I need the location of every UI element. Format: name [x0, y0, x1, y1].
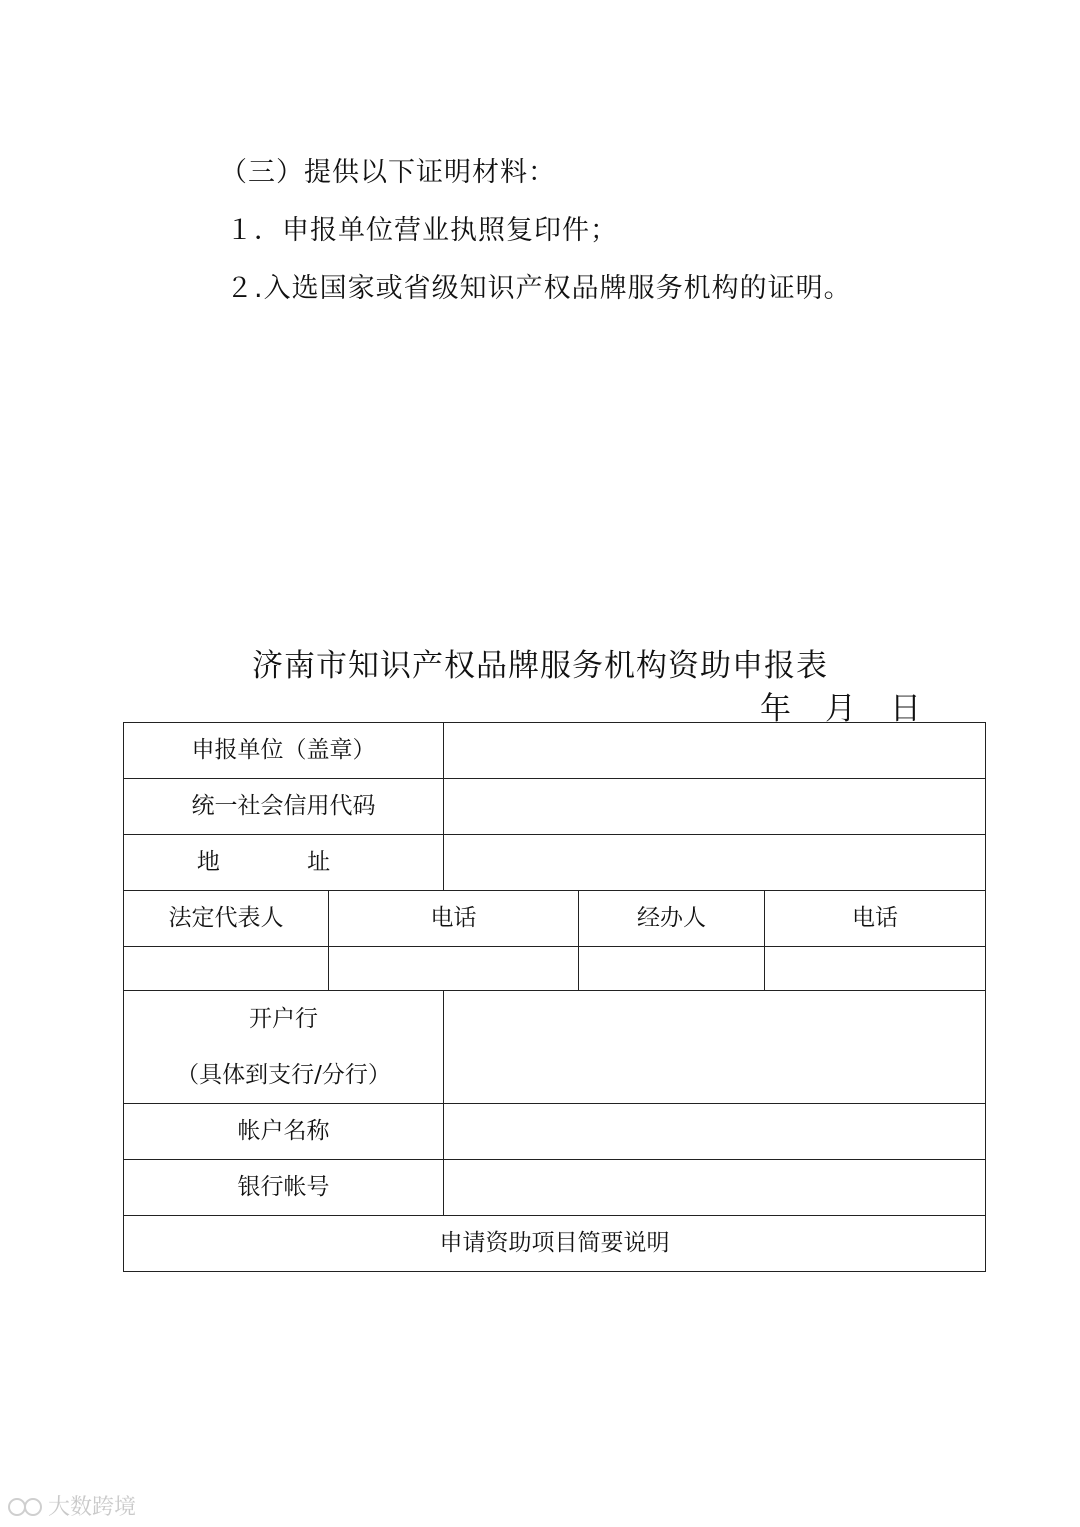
bank-label-line2: （具体到支行/分行）	[176, 1062, 391, 1088]
account-name-label: 帐户名称	[124, 1104, 444, 1160]
table-row	[124, 1216, 986, 1272]
account-name-field[interactable]	[444, 1104, 986, 1160]
address-label: 地 址	[124, 835, 444, 891]
materials-item-2: ２.入选国家或省级知识产权品牌服务机构的证明。	[226, 273, 852, 304]
watermark	[8, 1490, 136, 1521]
handler-field[interactable]	[579, 947, 765, 991]
account-no-label: 银行帐号	[124, 1160, 444, 1216]
table-row	[124, 835, 986, 891]
phone-field-2[interactable]	[765, 947, 986, 991]
applicant-field[interactable]	[444, 723, 986, 779]
bank-field[interactable]	[444, 991, 986, 1104]
table-row	[124, 779, 986, 835]
credit-code-label: 统一社会信用代码	[124, 779, 444, 835]
phone-label-2: 电话	[765, 891, 986, 947]
table-row	[124, 947, 986, 991]
chat-bubbles-logo-icon	[8, 1496, 44, 1516]
materials-item-1: １．申报单位营业执照复印件；	[226, 215, 618, 246]
watermark-text: 大数跨境	[48, 1495, 137, 1520]
phone-field-1[interactable]	[329, 947, 579, 991]
table-row	[124, 723, 986, 779]
legal-rep-field[interactable]	[124, 947, 329, 991]
phone-label-1: 电话	[329, 891, 579, 947]
project-desc-label: 申请资助项目简要说明	[124, 1216, 986, 1272]
table-row	[124, 991, 986, 1104]
account-no-field[interactable]	[444, 1160, 986, 1216]
bank-label-line1: 开户行	[249, 1006, 318, 1032]
date-month-label: 月	[825, 691, 856, 727]
handler-label: 经办人	[579, 891, 765, 947]
date-year-label: 年	[760, 691, 791, 727]
date-day-label: 日	[890, 691, 921, 727]
form-title: 济南市知识产权品牌服务机构资助申报表	[252, 648, 828, 684]
address-field[interactable]	[444, 835, 986, 891]
applicant-label: 申报单位（盖章）	[124, 723, 444, 779]
bank-label	[124, 991, 444, 1104]
table-row	[124, 891, 986, 947]
legal-rep-label: 法定代表人	[124, 891, 329, 947]
materials-heading: （三）提供以下证明材料：	[220, 157, 556, 188]
credit-code-field[interactable]	[444, 779, 986, 835]
table-row	[124, 1104, 986, 1160]
table-row	[124, 1160, 986, 1216]
application-form-table	[123, 722, 986, 1272]
